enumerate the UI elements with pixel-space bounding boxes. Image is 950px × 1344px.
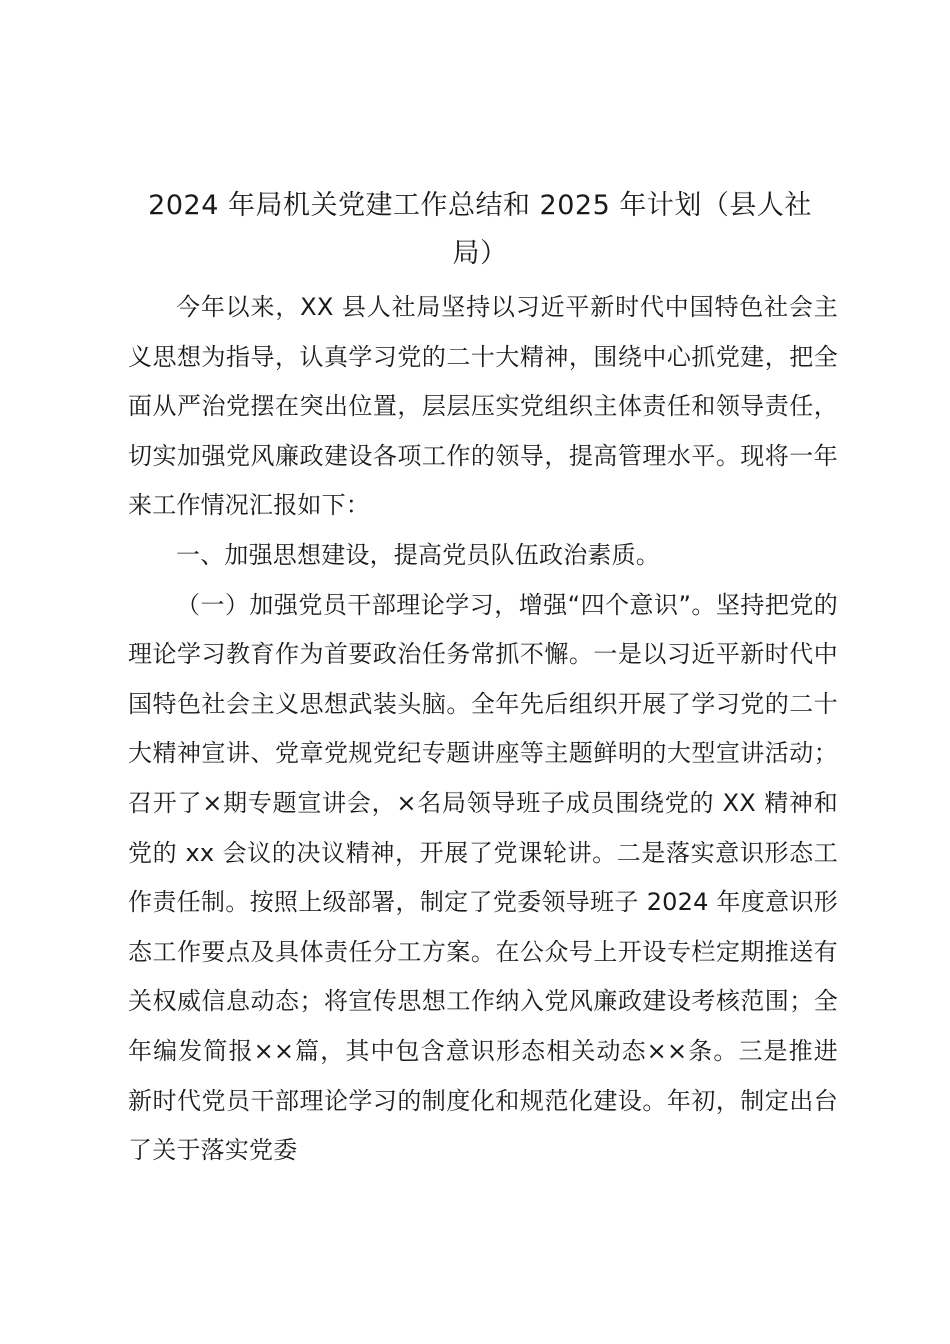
intro-paragraph: 今年以来，XX 县人社局坚持以习近平新时代中国特色社会主义思想为指导，认真学习党的二十大精神，围绕中心抓党建，把全面从严治党摆在突出位置，层层压实党组织主体责任和领导责任，切实加强党风廉政建设各项工作的领导，提高管理水平。现将一年来工作情况汇报如下： bbox=[128, 293, 838, 520]
subsection-paragraph: （一）加强党员干部理论学习，增强“四个意识”。坚持把党的理论学习教育作为首要政治任务常抓不懈。一是以习近平新时代中国特色社会主义思想武装头脑。全年先后组织开展了学习党的二十大精神宣讲、党章党规党纪专题讲座等主题鲜明的大型宣讲活动；召开了×期专题宣讲会，×名局领导班子成员围绕党的 XX 精神和党的 xx 会议的决议精神，开展了党课轮讲。二是落实意识形态工作责任制。按照上级部署，制定了党委领导班子 2024 年度意识形态工作要点及具体责任分工方案。在公众号上开设专栏定期推送有关权威信息动态；将宣传思想工作纳入党风廉政建设考核范围；全年编发简报××篇，其中包含意识形态相关动态××条。三是推进新时代党员干部理论学习的制度化和规范化建设。年初，制定出台了关于落实党委 bbox=[128, 590, 838, 1165]
section-heading: 一、加强思想建设，提高党员队伍政治素质。 bbox=[176, 540, 660, 569]
document-body bbox=[128, 283, 838, 1176]
document-title: 2024 年局机关党建工作总结和 2025 年计划（县人社局） bbox=[148, 190, 812, 269]
